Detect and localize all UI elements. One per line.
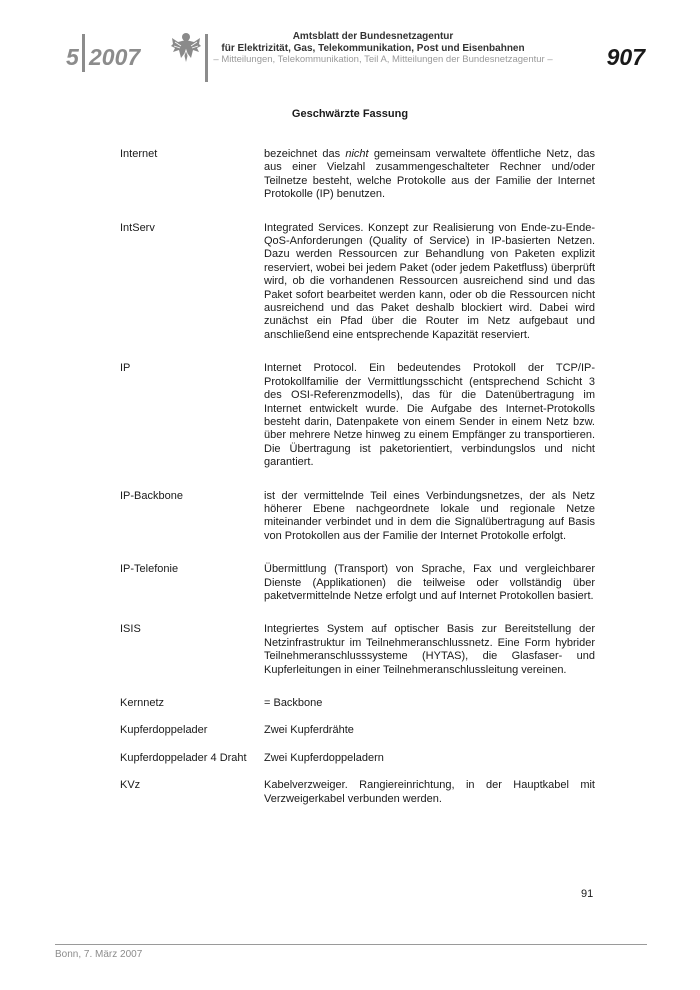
gazette-title-line1: Amtsblatt der Bundesnetzagentur [292, 31, 454, 42]
glossary-entry [120, 148, 595, 202]
glossary-term: IP-Backbone [120, 489, 183, 502]
glossary-definition: Zwei Kupferdrähte [264, 724, 354, 737]
gazette-title-line2: für Elektrizität, Gas, Telekommunikation, Post und Eisenbahnen [221, 43, 525, 54]
definition-emphasis: nicht [345, 148, 369, 160]
glossary-entry [120, 362, 595, 469]
glossary-entry [120, 697, 595, 710]
glossary-term: Kernnetz [120, 697, 165, 709]
definition-text: bezeichnet das [264, 148, 346, 160]
glossary [120, 148, 595, 826]
gazette-title [200, 31, 546, 55]
glossary-entry [120, 779, 595, 806]
issue-number: 5 [66, 44, 79, 70]
glossary-definition: Übermittlung (Transport) von Sprache, Fax und vergleichbarer Dienste (Applikationen) die teilweise oder vollständig über paketvermittelnde Netze erfolgt und auf Internet Protokollen basiert. [264, 563, 595, 602]
glossary-term: Kupferdoppelader 4 Draht [120, 751, 247, 764]
federal-eagle-icon [170, 30, 202, 66]
glossary-term: KVz [120, 779, 141, 792]
footer-divider [55, 944, 647, 945]
glossary-term: IP-Telefonie [120, 563, 179, 576]
glossary-term: Internet [120, 148, 158, 160]
glossary-term: Kupferdoppelader [120, 724, 208, 737]
definition-text: gemeinsam verwaltete öffentliche Netz, das aus einer Vielzahl zusammengeschalteter Rechner und/oder Teilnetze besteht, welche Protokolle aus der Familie der Internet Protokolle (IP) benutzen. [264, 148, 595, 201]
footer-date: Bonn, 7. März 2007 [55, 949, 143, 960]
glossary-definition: Internet Protocol. Ein bedeutendes Protokoll der TCP/IP-Protokollfamilie der Vermittlungsschicht (entsprechend Schicht 3 des OSI-Referenzmodells), das für die Datenübertragung im Internet entwickelt wurde. Die Aufgabe des Internet-Protokolls besteht darin, Datenpakete von einem Sender in einem Netz bzw. über mehrere Netze hinweg zu einem Empfänger zu transportieren. Die Übertragung ist paketorientiert, verbindungslos und nicht garantiert. [264, 362, 595, 469]
issue-year: 2007 [89, 44, 141, 70]
glossary-definition: Integriertes System auf optischer Basis zur Bereitstellung der Netzinfrastruktur im Teilnehmeranschlussnetz. Eine Form hybrider Teilnehmeranschlusssysteme (HYTAS), die Glasfaser- und Kupferleitungen in einer Teilnehmeranschlussleitung vereinen. [264, 623, 595, 676]
glossary-term: IP [120, 362, 131, 375]
glossary-entry [120, 222, 595, 343]
glossary-entry [120, 490, 595, 544]
glossary-definition: ist der vermittelnde Teil eines Verbindungsnetzes, der als Netz höherer Ebene nachgeordnete lokale und regionale Netze miteinander verbindet und in dem die Signalübertragung auf Basis von Protokollen aus der Familie der Internet Protokolle erfolgt. [264, 489, 595, 542]
glossary-definition: Integrated Services. Konzept zur Realisierung von Ende-zu-Ende-QoS-Anforderungen (Quality of Service) in IP-basierten Netzen. Dazu werden Ressourcen zur Behandlung von Paketen explizit reserviert, wobei bei jedem Paket (oder jedem Paketfluss) überprüft wird, ob die vorhandenen Ressourcen ausreichend sind und das Paket sofort bearbeitet werden kann, oder ob die Ressourcen nicht ausreichend und das Paket deshalb blockiert wird. Dabei wird zunächst ein Pfad über die Router im Netz aufgebaut und anschließend eine entsprechende Kapazität reserviert. [264, 221, 595, 341]
page-number: 907 [606, 44, 645, 70]
glossary-entry [120, 724, 595, 737]
glossary-entry [120, 563, 595, 603]
glossary-definition: Zwei Kupferdoppeladern [264, 751, 384, 764]
glossary-entry [120, 623, 595, 677]
issue-divider [82, 34, 85, 72]
document-page-number: 91 [581, 888, 594, 900]
glossary-term: ISIS [120, 623, 141, 636]
glossary-definition [264, 148, 595, 202]
glossary-definition: = Backbone [264, 697, 323, 709]
glossary-term: IntServ [120, 221, 155, 234]
glossary-definition: Kabelverzweiger. Rangiereinrichtung, in der Hauptkabel mit Verzweigerkabel verbunden werden. [264, 779, 595, 805]
document-heading: Geschwärzte Fassung [291, 108, 409, 120]
glossary-entry [120, 752, 595, 765]
gazette-subtitle: – Mitteilungen, Telekommunikation, Teil A, Mitteilungen der Bundesnetzagentur – [213, 54, 553, 65]
